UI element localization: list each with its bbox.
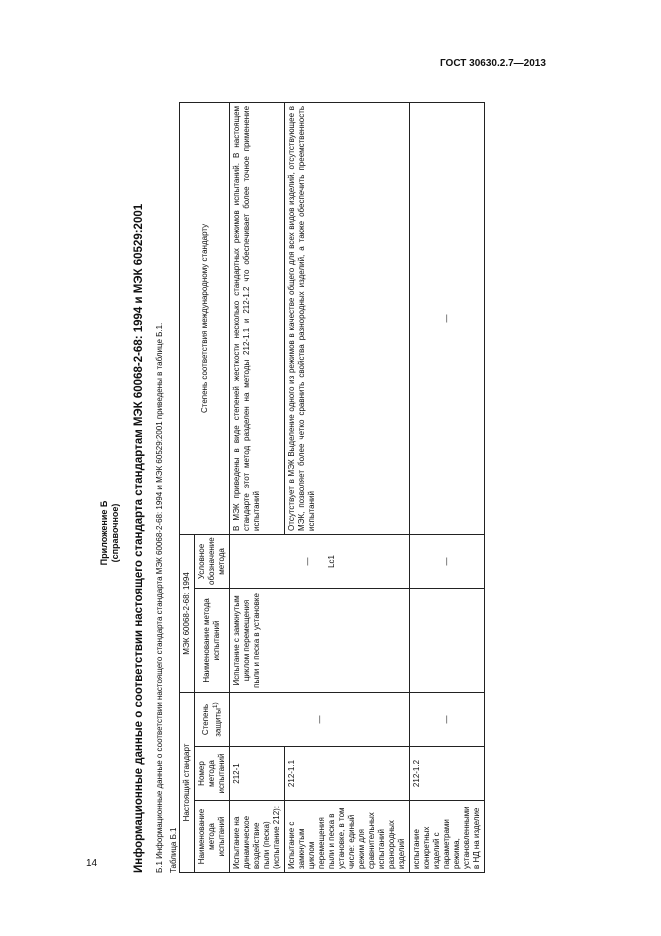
cell-name: Испытание с замкнутым циклом перемещения пыли и песка в установке, в том числе: единый режим для сравнительных испытаний разнородных изделий — [285, 801, 410, 873]
page-number: 14 — [86, 858, 98, 869]
table-caption: Таблица Б.1 — [169, 827, 178, 873]
cell-number: 212-1 — [230, 747, 285, 801]
footnote-mark: 1) — [211, 702, 219, 709]
appendix-title — [99, 473, 121, 593]
intro-paragraph: Б.1 Информационные данные о соответствии настоящего стандарта стандарта МЭК 60068-2-68: 1994 и МЭК 60529:2001 приведены в таблице Б.1. — [155, 322, 164, 873]
appendix-label: Приложение Б — [99, 500, 109, 566]
cell-number: 212-1.1 — [285, 747, 410, 801]
table-row — [410, 102, 485, 872]
group-header-iec: МЭК 60068-2-68: 1994 — [180, 534, 195, 692]
appendix-note: (справочное) — [110, 503, 120, 563]
col-header-degree — [195, 692, 230, 746]
cell-name: испытание конкретных изделий с параметрами режима, установленными в НД на изделие — [410, 801, 485, 873]
cell-correspondence: — — [410, 102, 485, 534]
table-row — [285, 102, 410, 872]
section-heading: Информационные данные о соответствии настоящего стандарта стандартам МЭК 60068-2-68: 1994 и МЭК 60529:2001 — [133, 203, 145, 873]
cell-iec-code — [230, 534, 410, 588]
col-header-iec-code: Условное обозначение метода — [195, 534, 230, 588]
cell-iec-name — [410, 588, 485, 692]
iec-code-dash: — — [302, 557, 312, 566]
iec-code-value: Lc1 — [326, 555, 336, 568]
cell-correspondence: Отсутствует в МЭК Выделение одного из режимов в качестве общего для всех видов изделий, отсутствующее в МЭК, позволяет более четко сравнить свойства разнородных изделий, а также обеспечить преемственность испытаний — [285, 102, 410, 534]
cell-correspondence: В МЭК приведены в виде степеней жесткости несколько стандартных режимов испытаний. В настоящем стандарте этот метод разделен на методы 212-1.1 и 212-1.2 что обеспечивает более точное применение испытаний — [230, 102, 285, 534]
cell-degree: — — [410, 692, 485, 746]
col-header-correspondence: Степень соответствия международному стандарту — [180, 102, 230, 534]
col-header-number: Номер метода испытаний — [195, 747, 230, 801]
cell-iec-name: Испытание с замкнутым циклом перемещения пыли и песка в установке — [230, 588, 410, 692]
group-header-this-standard: Настоящий стандарт — [180, 692, 195, 872]
cell-degree: — — [230, 692, 410, 746]
table-group-header-row — [180, 102, 195, 872]
document-code: ГОСТ 30630.2.7—2013 — [440, 58, 546, 69]
rotated-page-content — [85, 103, 555, 873]
correspondence-table — [179, 102, 485, 873]
cell-iec-code: — — [410, 534, 485, 588]
col-header-name: Наименование метода испытаний — [195, 801, 230, 873]
degree-label: Степень защиты — [200, 703, 223, 737]
cell-name: Испытание на динамическое воздействие пыли (песка) (испытание 212): — [230, 801, 285, 873]
table-row — [230, 102, 285, 872]
col-header-iec-name: Наименование метода испытаний — [195, 588, 230, 692]
cell-number: 212-1.2 — [410, 747, 485, 801]
